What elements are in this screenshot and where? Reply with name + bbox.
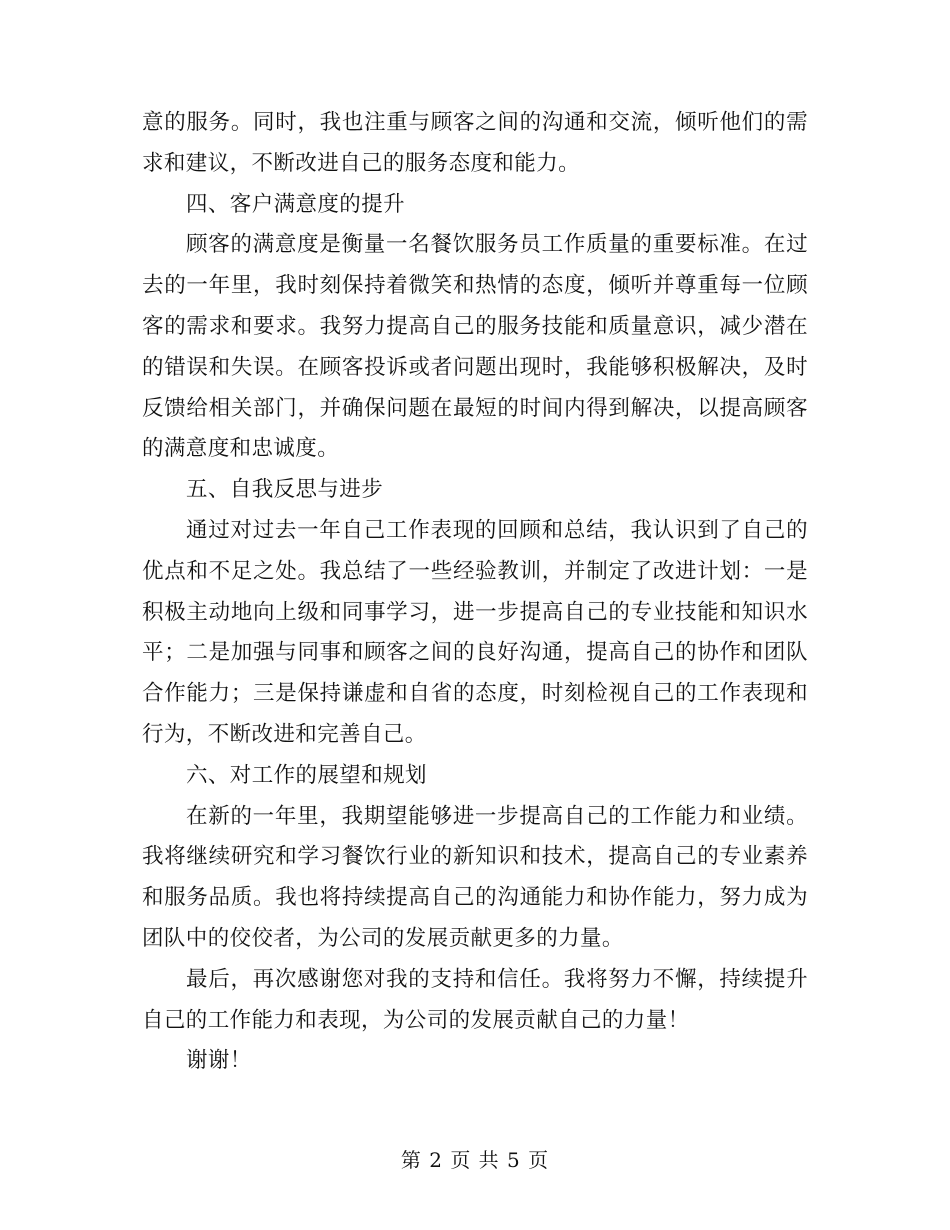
section-heading-4: 四、客户满意度的提升: [186, 191, 406, 217]
section-heading-5: 五、自我反思与进步: [186, 477, 384, 503]
paragraph-continuation: 意的服务。同时，我也注重与顾客之间的沟通和交流，倾听他们的需求和建议，不断改进自己的服务态度和能力。: [142, 110, 808, 176]
paragraph-thanks: 谢谢！: [186, 1048, 252, 1074]
document-body: [142, 103, 808, 1082]
section-heading-6: 六、对工作的展望和规划: [186, 762, 427, 788]
page-number-footer: 第 2 页 共 5 页: [400, 1148, 550, 1172]
paragraph-closing: 最后，再次感谢您对我的支持和信任。我将努力不懈，持续提升自己的工作能力和表现，为公司的发展贡献自己的力量！: [142, 966, 808, 1033]
paragraph-reflection: 通过对过去一年自己工作表现的回顾和总结，我认识到了自己的优点和不足之处。我总结了一些经验教训，并制定了改进计划：一是积极主动地向上级和同事学习，进一步提高自己的专业技能和知识水平；二是加强与同事和顾客之间的良好沟通，提高自己的协作和团队合作能力；三是保持谦虚和自省的态度，时刻检视自己的工作表现和行为，不断改进和完善自己。: [142, 517, 808, 747]
paragraph-satisfaction: 顾客的满意度是衡量一名餐饮服务员工作质量的重要标准。在过去的一年里，我时刻保持着微笑和热情的态度，倾听并尊重每一位顾客的需求和要求。我努力提高自己的服务技能和质量意识，减少潜在的错误和失误。在顾客投诉或者问题出现时，我能够积极解决，及时反馈给相关部门，并确保问题在最短的时间内得到解决，以提高顾客的满意度和忠诚度。: [142, 232, 808, 462]
paragraph-outlook: 在新的一年里，我期望能够进一步提高自己的工作能力和业绩。我将继续研究和学习餐饮行业的新知识和技术，提高自己的专业素养和服务品质。我也将持续提高自己的沟通能力和协作能力，努力成为团队中的佼佼者，为公司的发展贡献更多的力量。: [142, 803, 808, 951]
